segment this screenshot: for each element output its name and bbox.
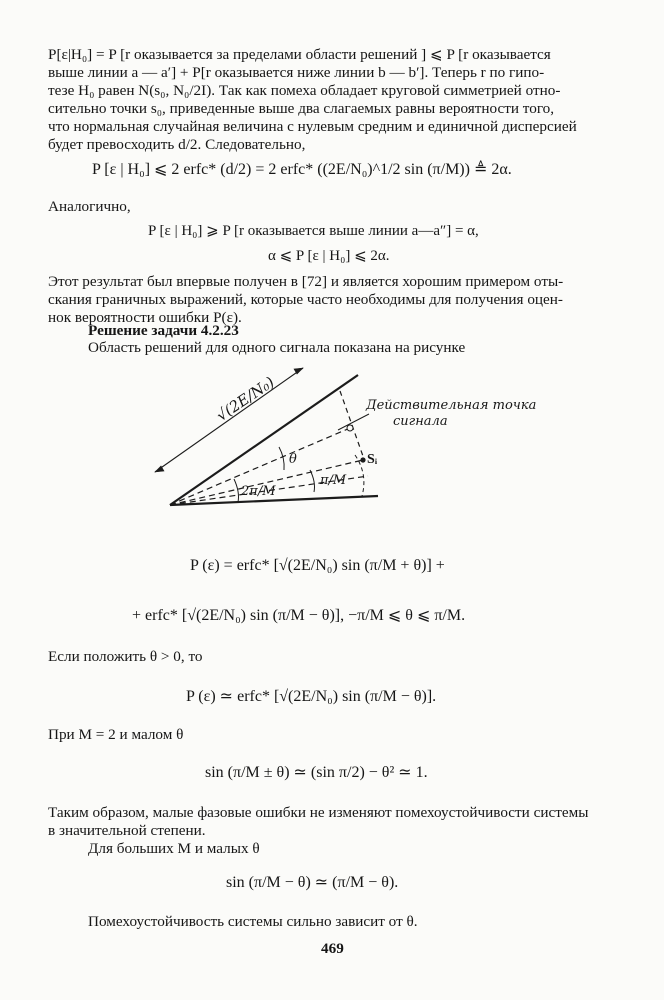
condition-large-m: Для больших M и малых θ xyxy=(88,840,260,857)
condition-m-2: При M = 2 и малом θ xyxy=(48,726,184,743)
intro-line-4: сительно точки s₀, приведенные выше два слагаемых равны вероятности того, xyxy=(48,100,555,117)
angle-label-pi-m: π/M xyxy=(320,473,347,488)
radius-label: √(2E/N₀) xyxy=(213,373,278,425)
intro-line-6: будет превосходить d/2. Следовательно, xyxy=(48,136,306,153)
result-line-1: Этот результат был впервые получен в [72] и является хорошим примером оты- xyxy=(48,273,564,290)
angle-arc-pi-m xyxy=(310,470,315,492)
signal-point xyxy=(360,457,365,462)
condition-theta-positive: Если положить θ > 0, то xyxy=(48,648,203,665)
equation-interval: α ⩽ P [ε | H₀] ⩽ 2α. xyxy=(268,248,390,264)
equation-large-m: sin (π/M − θ) ≃ (π/M − θ). xyxy=(226,874,399,891)
intro-line-2: выше линии a — a′] + P[r оказывается ниже линии b — b′]. Теперь r по гипо- xyxy=(48,64,545,81)
theta-label: θ xyxy=(289,452,297,467)
final-sentence: Помехоустойчивость системы сильно зависит от θ. xyxy=(88,913,418,930)
solution-text: Область решений для одного сигнала показана на рисунке xyxy=(88,339,466,356)
conclusion-line-2: в значительной степени. xyxy=(48,822,206,839)
intro-line-1: P[ε|H₀] = P [r оказывается за пределами области решений ] ⩽ P [r оказывается xyxy=(48,46,551,63)
equation-error-probability: P (ε) = erfc* [√(2E/N₀) sin (π/M + θ)] + xyxy=(190,557,445,574)
equation-lower-bound: P [ε | H₀] ⩾ P [r оказывается выше линии a—a″] = α, xyxy=(148,223,479,239)
equation-error-probability-cont: + erfc* [√(2E/N₀) sin (π/M − θ)], −π/M ⩽ θ ⩽ π/M. xyxy=(132,607,466,624)
angle-label-2pi-m: 2π/M xyxy=(241,484,276,499)
solution-heading: Решение задачи 4.2.23 xyxy=(88,322,239,339)
actual-signal-point xyxy=(347,425,353,431)
intro-line-3: тезе H₀ равен N(s₀, N₀/2I). Так как помеха обладает круговой симметрией отно- xyxy=(48,82,561,99)
equation-approx: P (ε) ≃ erfc* [√(2E/N₀) sin (π/M − θ)]. xyxy=(186,688,437,705)
angle-arc-2pi-m xyxy=(234,479,239,502)
figure-note-line-2: сигнала xyxy=(393,414,448,429)
distance-line xyxy=(340,391,364,459)
figure-note-line-1: Действительная точка xyxy=(366,398,537,413)
equation-bound: P [ε | H₀] ⩽ 2 erfc* (d/2) = 2 erfc* ((2E/N₀)^1/2 sin (π/M)) ≜ 2α. xyxy=(92,161,512,178)
page-number: 469 xyxy=(321,940,344,957)
signal-point-label: Sᵢ xyxy=(367,452,378,467)
theta-arc xyxy=(279,447,284,470)
equation-small-theta: sin (π/M ± θ) ≃ (sin π/2) − θ² ≃ 1. xyxy=(205,764,428,781)
result-line-3: нок вероятности ошибки P(ε). xyxy=(48,309,242,326)
analog-word: Аналогично, xyxy=(48,198,131,215)
conclusion-line-1: Таким образом, малые фазовые ошибки не изменяют помехоустойчивости системы xyxy=(48,804,589,821)
intro-line-5: что нормальная случайная величина с нулевым средним и единичной дисперсией xyxy=(48,118,577,135)
result-line-2: скания граничных выражений, которые часто необходимы для получения оцен- xyxy=(48,291,563,308)
